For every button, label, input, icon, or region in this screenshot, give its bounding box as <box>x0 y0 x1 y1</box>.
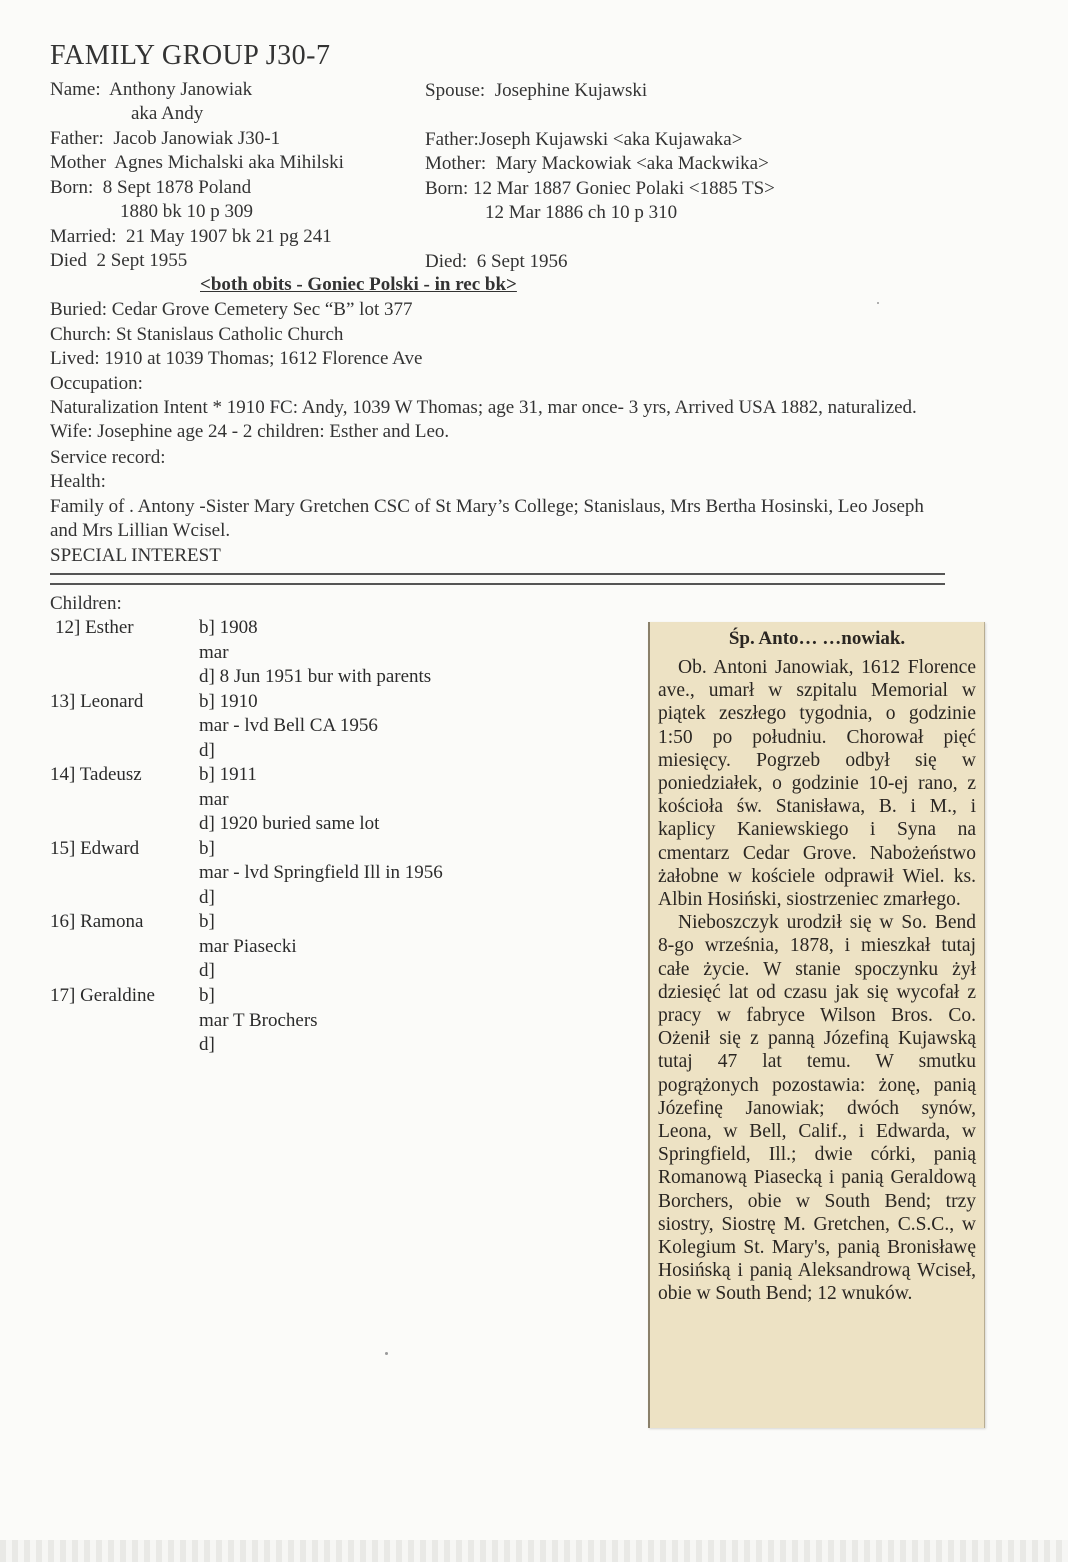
child-death: d] 1920 buried same lot <box>199 813 380 834</box>
child-marriage: mar - lvd Bell CA 1956 <box>199 715 378 736</box>
child-name: 13] Leonard <box>50 691 144 712</box>
child-death: d] <box>199 1034 215 1055</box>
child-birth: b] 1908 <box>199 617 258 638</box>
clipping-paragraph: Ob. Antoni Janowiak, 1612 Florence ave., umarł w szpitalu Memorial w piątek zeszłego tygodnia, o godzinie 1:50 po południu. Chorował pięć miesięcy. Pogrzeb odbył się w poniedziałek, o godzinie 10-ej rano, z kościoła św. Stanisława, B. i M., i kaplicy Kaniewskiego i Syna na cmentarz Cedar Grove. Nabożeństwo żałobne w kościele odprawił Wiel. ks. Albin Hosiński, siostrzeniec zmarłego. <box>658 657 976 911</box>
wife-died: 6 Sept 1956 <box>476 251 568 272</box>
special-interest: SPECIAL INTEREST <box>50 545 221 566</box>
husband-married-row <box>50 225 332 249</box>
scan-speck <box>877 302 879 304</box>
child-name: 17] Geraldine <box>50 985 155 1006</box>
church-line: Church: St Stanislaus Catholic Church <box>50 324 344 345</box>
wife-mother: Mary Mackowiak <aka Mackwika> <box>495 153 769 174</box>
wife-father: Joseph Kujawski <aka Kujawaka> <box>478 129 743 150</box>
child-death: d] 8 Jun 1951 bur with parents <box>199 666 432 687</box>
husband-mother: Agnes Michalski aka Mihilski <box>114 152 344 173</box>
child-marriage: mar T Brochers <box>199 1010 318 1031</box>
child-birth: b] <box>199 911 215 932</box>
obituary-clipping <box>648 622 985 1428</box>
occupation-line: Occupation: <box>50 373 143 394</box>
married-label: Married: <box>50 226 117 247</box>
child-birth: b] <box>199 985 215 1006</box>
child-name: 12] Esther <box>55 617 134 638</box>
child-death: d] <box>199 740 215 761</box>
wife-spouse-row <box>425 79 647 103</box>
father-label: Father: <box>425 129 479 150</box>
husband-born: 8 Sept 1878 Poland <box>102 177 252 198</box>
clipping-paragraph: Nieboszczyk urodził się w So. Bend 8-go września, 1878, i mieszkał tutaj całe życie. W stanie spoczynku żył dziesięć lat od czasu jak się wycofał z pracy w fabryce Wilson Bros. Co. Ożenił się z panną Józefiną Kujawską tutaj 47 lat temu. W smutku pogrążonych pozostawia: żonę, panią Józefinę Janowiak; dwóch synów, Leona, w Bell, Calif., i Edwarda, w Springfield, Ill.; dwie córki, panią Romanową Piasecką i panią Geraldową Borchers, obie w South Bend; trzy siostry, Siostrę M. Gretchen, C.S.C., w Kolegium St. Mary's, panią Bronisławę Hosińską i panią Aleksandrową Wciseł, obie w South Bend; 12 wnuków. <box>658 912 976 1305</box>
page-title: FAMILY GROUP J30-7 <box>50 40 331 71</box>
husband-married: 21 May 1907 bk 21 pg 241 <box>125 226 332 247</box>
obits-note: <both obits - Goniec Polski - in rec bk> <box>200 274 517 295</box>
children-label: Children: <box>50 593 122 614</box>
husband-died: 2 Sept 1955 <box>96 250 188 271</box>
born-label: Born: <box>50 177 94 198</box>
health-line: Health: <box>50 471 106 492</box>
born-label: Born: <box>425 178 469 199</box>
service-line: Service record: <box>50 447 166 468</box>
scan-speck <box>385 1352 388 1355</box>
child-name: 16] Ramona <box>50 911 144 932</box>
family-line: Family of . Antony -Sister Mary Gretchen CSC of St Mary’s College; Stanislaus, Mrs Bertha Hosinski, Leo Joseph and Mrs Lillian Wcisel. <box>50 496 924 541</box>
child-marriage: mar <box>199 642 229 663</box>
scan-bottom-edge <box>0 1540 1068 1562</box>
child-name: 14] Tadeusz <box>50 764 142 785</box>
wife-mother-row <box>425 152 769 176</box>
died-label: Died: <box>425 251 468 272</box>
husband-name-row <box>50 78 252 102</box>
child-marriage: mar Piasecki <box>199 936 297 957</box>
mother-label: Mother: <box>425 153 487 174</box>
name-label: Name: <box>50 79 101 100</box>
naturalization-line: Naturalization Intent * 1910 FC: Andy, 1039 W Thomas; age 31, mar once- 3 yrs, Arrived USA 1882, naturalized. Wife: Josephine age 24 - 2 children: Esther and Leo. <box>50 397 917 442</box>
husband-aka: aka Andy <box>131 103 204 124</box>
husband-father-row <box>50 127 280 151</box>
wife-born-row <box>425 177 775 201</box>
husband-died-row <box>50 249 187 273</box>
wife-died-row <box>425 250 568 274</box>
mother-label: Mother <box>50 152 106 173</box>
lived-line: Lived: 1910 at 1039 Thomas; 1612 Florence Ave <box>50 348 423 369</box>
buried-line: Buried: Cedar Grove Cemetery Sec “B” lot 377 <box>50 299 413 320</box>
child-name: 15] Edward <box>50 838 140 859</box>
husband-father: Jacob Janowiak J30-1 <box>113 128 281 149</box>
wife-born: 12 Mar 1887 Goniec Polaki <1885 TS> <box>473 178 775 199</box>
child-marriage: mar <box>199 789 229 810</box>
wife-born-record: 12 Mar 1886 ch 10 p 310 <box>485 202 678 223</box>
child-birth: b] 1911 <box>199 764 257 785</box>
child-marriage: mar - lvd Springfield Ill in 1956 <box>199 862 443 883</box>
spouse-label: Spouse: <box>425 80 486 101</box>
husband-born-row <box>50 176 251 200</box>
double-rule-divider <box>50 573 945 585</box>
child-death: d] <box>199 960 215 981</box>
child-birth: b] <box>199 838 215 859</box>
wife-father-row <box>425 128 742 152</box>
died-label: Died <box>50 250 87 271</box>
child-birth: b] 1910 <box>199 691 258 712</box>
husband-born-record: 1880 bk 10 p 309 <box>120 201 253 222</box>
clipping-body <box>658 656 976 1306</box>
husband-name: Anthony Janowiak <box>109 79 253 100</box>
husband-mother-row <box>50 151 344 175</box>
child-death: d] <box>199 887 215 908</box>
clipping-headline: Śp. Anto… …nowiak. <box>728 628 906 649</box>
father-label: Father: <box>50 128 104 149</box>
wife-name: Josephine Kujawski <box>494 80 648 101</box>
